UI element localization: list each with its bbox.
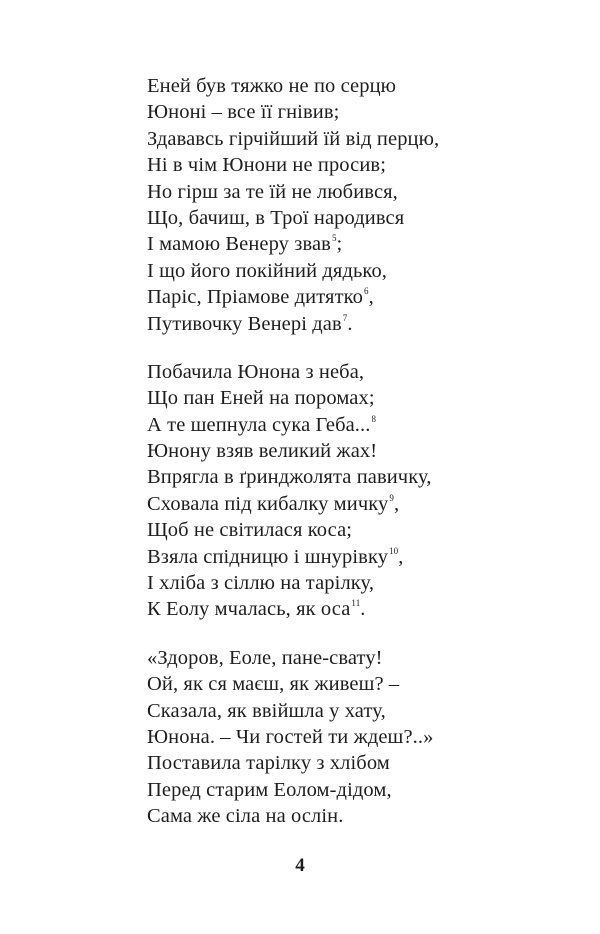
verse-text: «Здоров, Еоле, пане-свату! (147, 646, 383, 669)
verse-line (147, 258, 439, 284)
verse-text: І хліба з сіллю на тарілку, (147, 572, 375, 595)
verse-text: Сама же сіла на ослін. (147, 805, 344, 828)
verse-text: Побачила Юнона з неба, (147, 360, 365, 383)
verse-line (147, 803, 439, 829)
verse-text: Впрягла в ґринджолята павичку, (147, 466, 432, 489)
footnote-marker[interactable]: 10 (389, 545, 399, 556)
verse-line (147, 311, 439, 337)
footnote-marker[interactable]: 5 (331, 233, 337, 244)
verse-text: Здававсь гірчійший їй від перцю, (147, 127, 440, 150)
verse-line (147, 385, 439, 411)
verse-text: Сховала під кибалку мичку (147, 492, 389, 515)
poem-text (147, 73, 439, 852)
footnote-marker[interactable]: 6 (364, 286, 369, 297)
verse-text: Еней був тяжко не по серцю (147, 75, 397, 97)
verse-line (147, 491, 439, 517)
verse-line (147, 517, 439, 543)
verse-text: К Еолу мчалась, як оса (147, 598, 351, 621)
verse-line (147, 412, 439, 438)
verse-text: Що, бачиш, в Трої народився (147, 206, 405, 229)
verse-line (147, 359, 439, 385)
verse-line (147, 284, 439, 310)
verse-line (147, 724, 439, 750)
verse-text: А те шепнула сука Геба... (147, 413, 371, 436)
verse-text: Паріс, Пріамове дитятко (147, 286, 363, 309)
verse-line (147, 99, 439, 125)
stanza (147, 359, 439, 623)
verse-text: Путивочку Венері дав (147, 312, 342, 335)
verse-line (147, 73, 439, 99)
footnote-marker[interactable]: 9 (389, 492, 394, 503)
verse-text: І що його покійний дядько, (147, 259, 388, 282)
page-number: 4 (295, 855, 305, 876)
verse-line (147, 777, 439, 803)
verse-text: Ой, як ся маєш, як живеш? – (147, 673, 400, 696)
verse-line (147, 231, 439, 257)
verse-text: І мамою Венеру звав (147, 233, 331, 256)
verse-line (147, 750, 439, 776)
verse-text: Що пан Еней на поромах; (147, 387, 375, 410)
verse-line (147, 570, 439, 596)
verse-line (147, 544, 439, 570)
verse-line (147, 596, 439, 622)
footnote-marker[interactable]: 8 (371, 413, 377, 424)
verse-line (147, 152, 439, 178)
verse-text: Ні в чім Юнони не просив; (147, 154, 387, 177)
footnote-marker[interactable]: 11 (351, 598, 361, 609)
punctuation: , (393, 492, 400, 515)
footnote-marker[interactable]: 7 (342, 312, 348, 323)
verse-text: Щоб не світилася коса; (147, 519, 353, 542)
verse-text: Поставила тарілку з хлібом (147, 752, 390, 775)
verse-line (147, 179, 439, 205)
punctuation: ; (336, 233, 343, 256)
verse-text: Взяла спідницю і шнурівку (147, 545, 389, 568)
punctuation: , (398, 545, 404, 568)
punctuation: . (347, 312, 353, 335)
punctuation: , (368, 286, 374, 309)
verse-text: Перед старим Еолом-дідом, (147, 778, 392, 801)
verse-line (147, 698, 439, 724)
verse-line (147, 464, 439, 490)
verse-text: Юнона. – Чи гостей ти ждеш?..» (147, 725, 434, 748)
punctuation: . (360, 598, 366, 621)
verse-text: Юнону взяв великий жах! (147, 440, 378, 463)
verse-text: Юноні – все її гнівив; (147, 101, 340, 124)
verse-line (147, 126, 439, 152)
verse-text: Сказала, як ввійшла у хату, (147, 699, 386, 722)
verse-text: Но гірш за те їй не любився, (147, 180, 398, 203)
stanza (147, 645, 439, 830)
verse-line (147, 438, 439, 464)
verse-line (147, 205, 439, 231)
verse-line (147, 645, 439, 671)
verse-line (147, 671, 439, 697)
stanza (147, 73, 439, 337)
